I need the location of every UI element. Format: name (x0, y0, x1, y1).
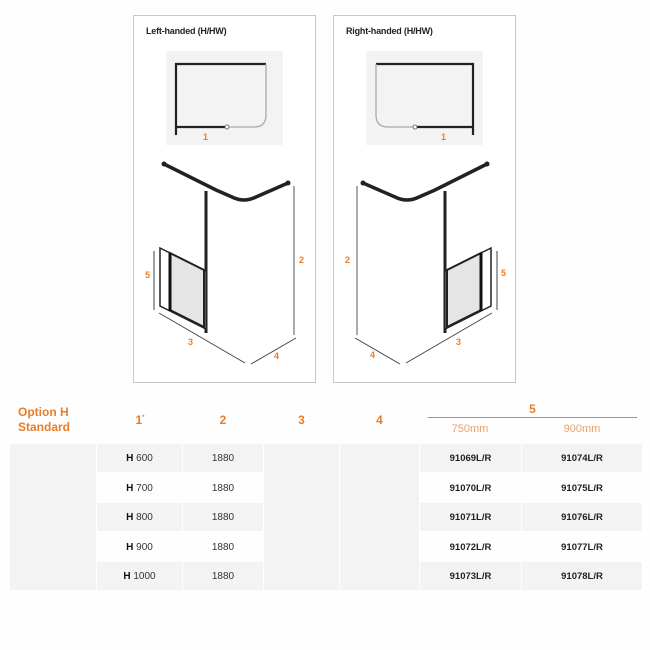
code-900-cell: 91078L/R (561, 571, 603, 582)
dimension-label-5: 5 (501, 268, 507, 278)
left-handed-panel (133, 15, 316, 383)
dimension-label-2: 2 (299, 255, 305, 265)
header-5: 5 (529, 402, 536, 416)
dimension-label-2: 2 (345, 255, 351, 265)
header-3: 3 (298, 413, 305, 427)
panel-title: Left-handed (H/HW) (146, 26, 227, 36)
subheader-900mm: 900mm (563, 423, 601, 435)
dimension-label-5: 5 (145, 270, 151, 280)
size-cell: H 1000 (123, 571, 156, 582)
isometric-diagram (334, 151, 517, 383)
size-cell: H 700 (126, 483, 153, 494)
subheader-750mm: 750mm (451, 423, 489, 435)
size-cell: H 600 (126, 453, 153, 464)
code-900-cell: 91074L/R (561, 453, 603, 464)
height-cell: 1880 (211, 453, 235, 464)
header-2: 2 (219, 413, 227, 427)
code-750-cell: 91072L/R (449, 542, 492, 553)
header-5-rule (428, 417, 637, 418)
panel-title: Right-handed (H/HW) (346, 26, 433, 36)
dimension-label-1: 1 (441, 132, 447, 142)
dimension-label-4: 4 (274, 351, 280, 361)
dimension-label-3: 3 (188, 337, 194, 347)
code-900-cell: 91075L/R (561, 483, 603, 494)
code-750-cell: 91071L/R (449, 512, 492, 523)
plan-view-diagram (366, 51, 483, 145)
option-label (18, 405, 70, 435)
height-cell: 1880 (211, 483, 235, 494)
code-750-cell: 91070L/R (449, 483, 492, 494)
code-900-cell: 91076L/R (561, 512, 603, 523)
size-cell: H 900 (126, 542, 153, 553)
dimension-label-3: 3 (456, 337, 462, 347)
dimension-label-1: 1 (203, 132, 209, 142)
code-750-cell: 91073L/R (449, 571, 492, 582)
col3-merged-cell (264, 444, 339, 590)
code-900-cell: 91077L/R (561, 542, 603, 553)
height-cell: 1880 (211, 571, 235, 582)
code-750-cell: 91069L/R (449, 453, 492, 464)
col4-merged-cell (340, 444, 419, 590)
size-cell: H 800 (126, 512, 153, 523)
header-4: 4 (376, 413, 383, 427)
header-1: 1* (135, 413, 145, 427)
dimension-label-4: 4 (370, 350, 376, 360)
isometric-diagram (134, 151, 317, 383)
option-label-line1: Option H (18, 405, 69, 419)
height-cell: 1880 (211, 542, 235, 553)
right-handed-panel (333, 15, 516, 383)
option-label-line2: Standard (18, 420, 71, 434)
height-cell: 1880 (211, 512, 235, 523)
plan-view-diagram (166, 51, 283, 145)
option-merged-cell (10, 444, 96, 590)
